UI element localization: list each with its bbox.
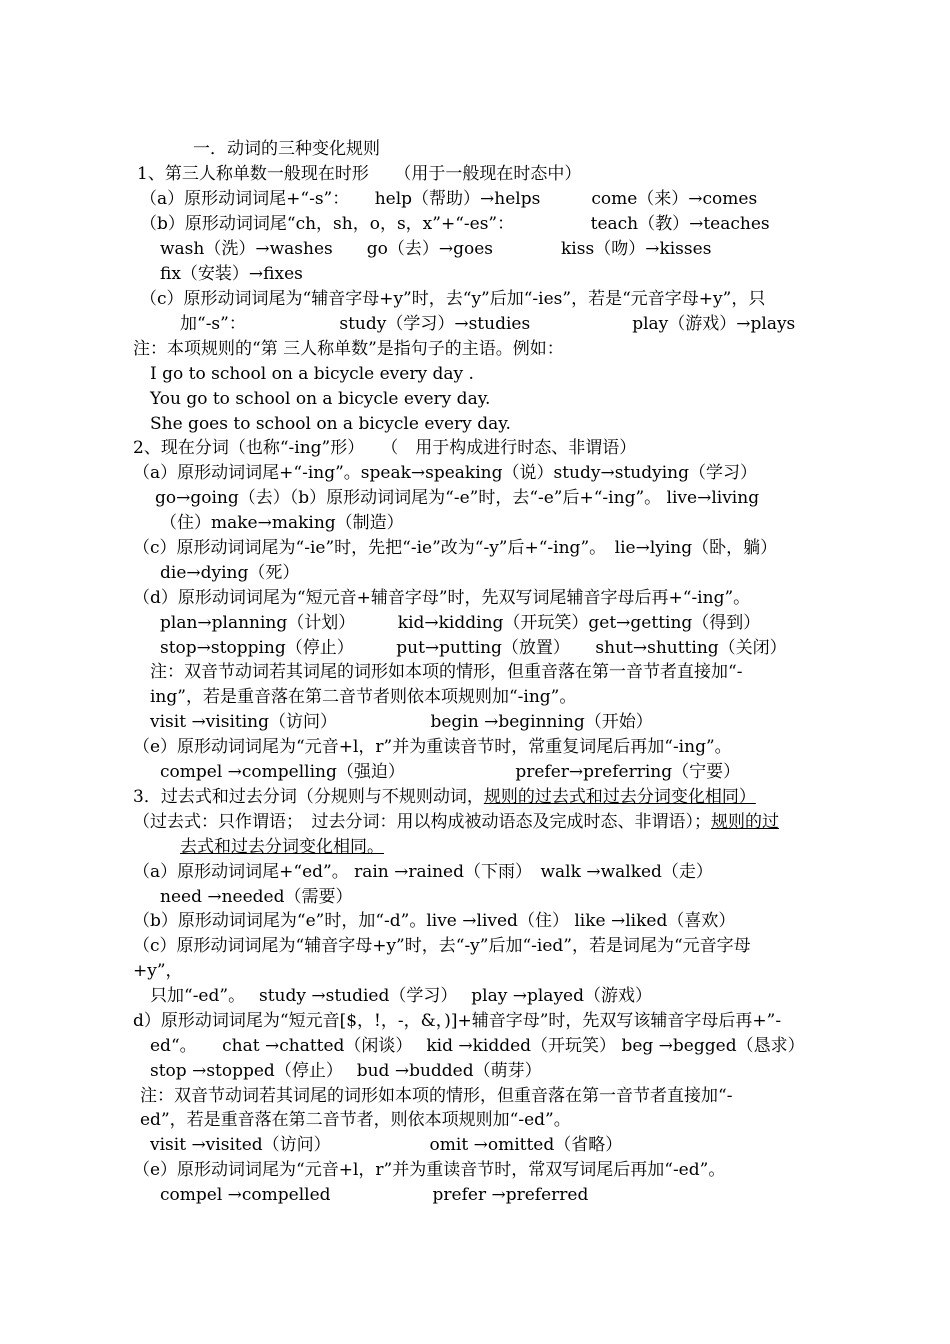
heading-past-forms — [133, 786, 756, 808]
heading-present-participle: 2、现在分词（也称“-ing”形） （ 用于构成进行时态、非谓语） — [133, 438, 637, 458]
rule-line: （d）原形动词词尾为“短元音+辅音字母”时，先双写词尾辅音字母后再+“-ing”。 — [133, 588, 751, 608]
example-line: plan→planning（计划） kid→kidding（开玩笑）get→getting（得到） — [160, 613, 761, 633]
rule-line: （e）原形动词词尾为“元音+l，r”并为重读音节时，常重复词尾后再加“-ing”。 — [133, 737, 732, 757]
example-line: ed“。 chat →chatted（闲谈） kid →kidded（开玩笑） beg →begged（恳求） — [150, 1036, 805, 1056]
heading-past-forms-text: 3．过去式和过去分词（分规则与不规则动词， — [133, 787, 484, 807]
underlined-text: 规则的过去式和过去分词变化相同） — [483, 787, 756, 807]
note-line: 注：双音节动词若其词尾的词形如本项的情形，但重音落在第一音节者直接加“- — [150, 662, 743, 682]
rule-line: d）原形动词词尾为“短元音[$，!，-，&，)]+辅音字母”时，先双写该辅音字母后再+”- — [133, 1011, 782, 1031]
note-line — [133, 811, 779, 833]
rule-line: go→going（去）（b）原形动词词尾为“-e”时，去“-e”后+“-ing”。 live→living — [155, 488, 760, 508]
example-line: visit →visiting（访问） begin →beginning（开始） — [150, 712, 653, 732]
example-line: stop →stopped（停止） bud →budded（萌芽） — [150, 1061, 542, 1081]
example-sentence: I go to school on a bicycle every day . — [150, 364, 474, 384]
heading-third-person-singular: 1、第三人称单数一般现在时形 （用于一般现在时态中） — [137, 164, 582, 184]
example-line: wash（洗）→washes go（去）→goes kiss（吻）→kisses — [160, 239, 712, 259]
rule-line: （c）原形动词词尾为“辅音字母+y”时，去“y”后加“-ies”，若是“元音字母+y”，只 — [140, 289, 766, 309]
rule-line: （a）原形动词词尾+“-ing”。speak→speaking（说）study→studying（学习） — [133, 463, 757, 483]
example-line: （住）make→making（制造） — [160, 513, 404, 533]
rule-line: （b）原形动词词尾“ch，sh，o，s，x”+“-es”： teach（教）→teaches — [140, 214, 770, 234]
underlined-line: 去式和过去分词变化相同。 — [180, 837, 384, 857]
rule-line: （c）原形动词词尾为“辅音字母+y”时，去“-y”后加“-ied”，若是词尾为“元音字母 — [133, 936, 751, 956]
example-line: compel →compelled prefer →preferred — [160, 1185, 589, 1205]
underlined-text: 规则的过 — [711, 812, 779, 832]
rule-line: （a）原形动词词尾+“-s”： help（帮助）→helps come（来）→comes — [140, 189, 758, 209]
note-line: 注：本项规则的“第 三人称单数”是指句子的主语。例如： — [133, 339, 564, 359]
rule-line: +y”， — [133, 961, 183, 981]
rule-line: （e）原形动词词尾为“元音+l，r”并为重读音节时，常双写词尾后再加“-ed”。 — [133, 1160, 726, 1180]
example-sentence: You go to school on a bicycle every day. — [150, 389, 491, 409]
note-line: ed”，若是重音落在第二音节者，则依本项规则加“-ed”。 — [140, 1110, 571, 1130]
example-line: compel →compelling（强迫） prefer→preferring（宁要） — [160, 762, 741, 782]
section-title: 一．动词的三种变化规则 — [193, 139, 380, 159]
note-line: ing”，若是重音落在第二音节者则依本项规则加“-ing”。 — [150, 687, 577, 707]
rule-line: （c）原形动词词尾为“-ie”时，先把“-ie”改为“-y”后+“-ing”。 lie→lying（卧，躺） — [133, 538, 778, 558]
example-line: 只加“-ed”。 study →studied（学习） play →played（游戏） — [150, 986, 652, 1006]
example-sentence: She goes to school on a bicycle every day. — [150, 414, 511, 434]
example-line: fix（安装）→fixes — [160, 264, 303, 284]
rule-line: 加“-s”： study（学习）→studies play（游戏）→plays — [180, 314, 796, 334]
note-text: （过去式：只作谓语； 过去分词：用以构成被动语态及完成时态、非谓语）； — [133, 812, 711, 832]
rule-line: （a）原形动词词尾+“ed”。 rain →rained（下雨） walk →walked（走） — [133, 862, 713, 882]
rule-line: （b）原形动词词尾为“e”时，加“-d”。live →lived（住） like →liked（喜欢） — [133, 911, 736, 931]
note-line: 注：双音节动词若其词尾的词形如本项的情形，但重音落在第一音节者直接加“- — [140, 1086, 733, 1106]
example-line: visit →visited（访问） omit →omitted（省略） — [150, 1135, 623, 1155]
example-line: die→dying（死） — [160, 563, 300, 583]
example-line: need →needed（需要） — [160, 887, 353, 907]
example-line: stop→stopping（停止） put→putting（放置） shut→shutting（关闭） — [160, 638, 787, 658]
